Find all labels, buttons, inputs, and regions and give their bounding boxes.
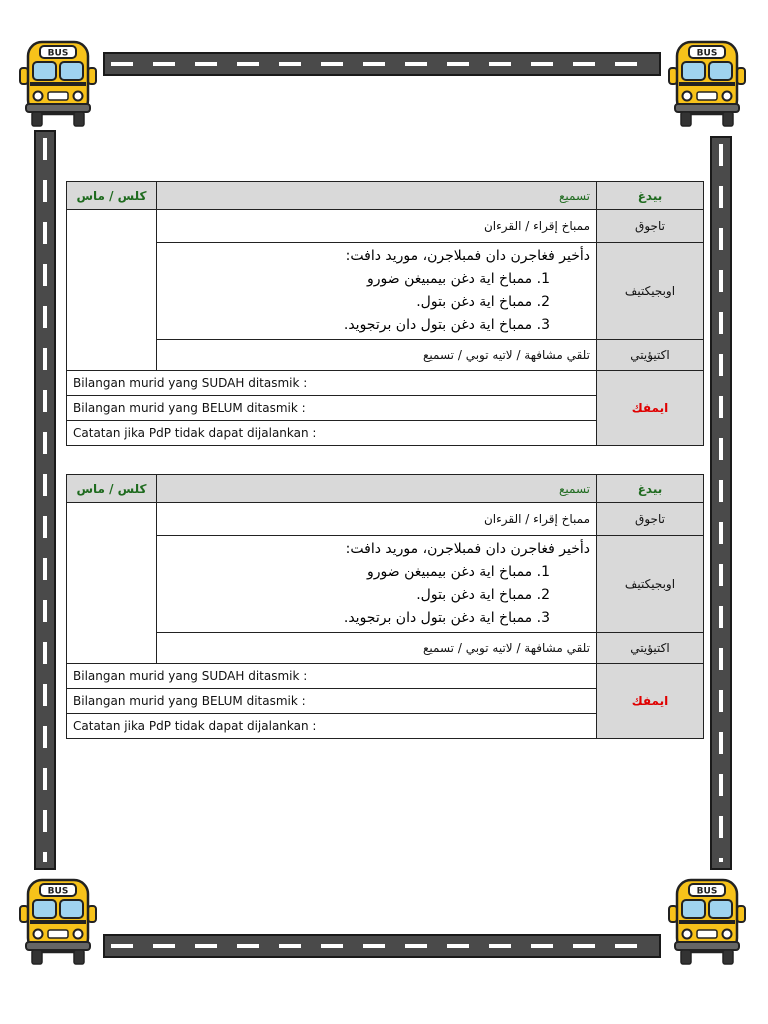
class-time-label: كلس / ماس xyxy=(67,475,157,503)
class-time-cell xyxy=(67,210,157,371)
note-belum-ditasmik: Bilangan murid yang BELUM ditasmik : xyxy=(67,689,597,714)
objective-intro: دأخير فغاجرن دان فمبلاجرن، موريد دافت: xyxy=(345,248,590,264)
note-pdp-not-conducted: Catatan jika PdP tidak dapat dijalankan : xyxy=(67,714,597,739)
objective-item: 1. ممباخ اية دغن بيمبيغن ضورو xyxy=(367,564,550,580)
school-bus-icon xyxy=(663,38,751,130)
impact-label: ايمفك xyxy=(597,371,704,446)
objective-content xyxy=(157,536,597,633)
objective-intro: دأخير فغاجرن دان فمبلاجرن، موريد دافت: xyxy=(345,541,590,557)
note-sudah-ditasmik: Bilangan murid yang SUDAH ditasmik : xyxy=(67,371,597,396)
road-border-top xyxy=(103,52,661,76)
objective-item: 3. ممباخ اية دغن بتول دان برتجويد. xyxy=(343,317,550,333)
note-sudah-ditasmik: Bilangan murid yang SUDAH ditasmik : xyxy=(67,664,597,689)
activity-value: تلقي مشافهة / لاتيه توبي / تسميع xyxy=(157,633,597,664)
objective-content xyxy=(157,243,597,340)
class-time-cell xyxy=(67,503,157,664)
title-value: ممباخ إقراء / القرءان xyxy=(157,210,597,243)
school-bus-icon xyxy=(14,38,102,130)
title-label: تاجوق xyxy=(597,503,704,536)
school-bus-icon xyxy=(14,876,102,968)
objective-label: اوبجيكتيف xyxy=(597,536,704,633)
note-pdp-not-conducted: Catatan jika PdP tidak dapat dijalankan : xyxy=(67,421,597,446)
lesson-plan-table-1 xyxy=(66,181,704,446)
subject-value: تسميع xyxy=(157,182,597,210)
objective-item: 3. ممباخ اية دغن بتول دان برتجويد. xyxy=(343,610,550,626)
subject-label: بيدغ xyxy=(597,182,704,210)
subject-label: بيدغ xyxy=(597,475,704,503)
road-border-bottom xyxy=(103,934,661,958)
activity-value: تلقي مشافهة / لاتيه توبي / تسميع xyxy=(157,340,597,371)
objective-item: 2. ممباخ اية دغن بتول. xyxy=(416,294,550,310)
class-time-label: كلس / ماس xyxy=(67,182,157,210)
road-border-left xyxy=(34,130,56,870)
objective-item: 2. ممباخ اية دغن بتول. xyxy=(416,587,550,603)
title-label: تاجوق xyxy=(597,210,704,243)
road-border-right xyxy=(710,136,732,870)
impact-label: ايمفك xyxy=(597,664,704,739)
lesson-plan-table-2 xyxy=(66,474,704,739)
activity-label: اكتيؤيتي xyxy=(597,340,704,371)
note-belum-ditasmik: Bilangan murid yang BELUM ditasmik : xyxy=(67,396,597,421)
subject-value: تسميع xyxy=(157,475,597,503)
school-bus-icon xyxy=(663,876,751,968)
title-value: ممباخ إقراء / القرءان xyxy=(157,503,597,536)
objective-label: اوبجيكتيف xyxy=(597,243,704,340)
activity-label: اكتيؤيتي xyxy=(597,633,704,664)
objective-item: 1. ممباخ اية دغن بيمبيغن ضورو xyxy=(367,271,550,287)
